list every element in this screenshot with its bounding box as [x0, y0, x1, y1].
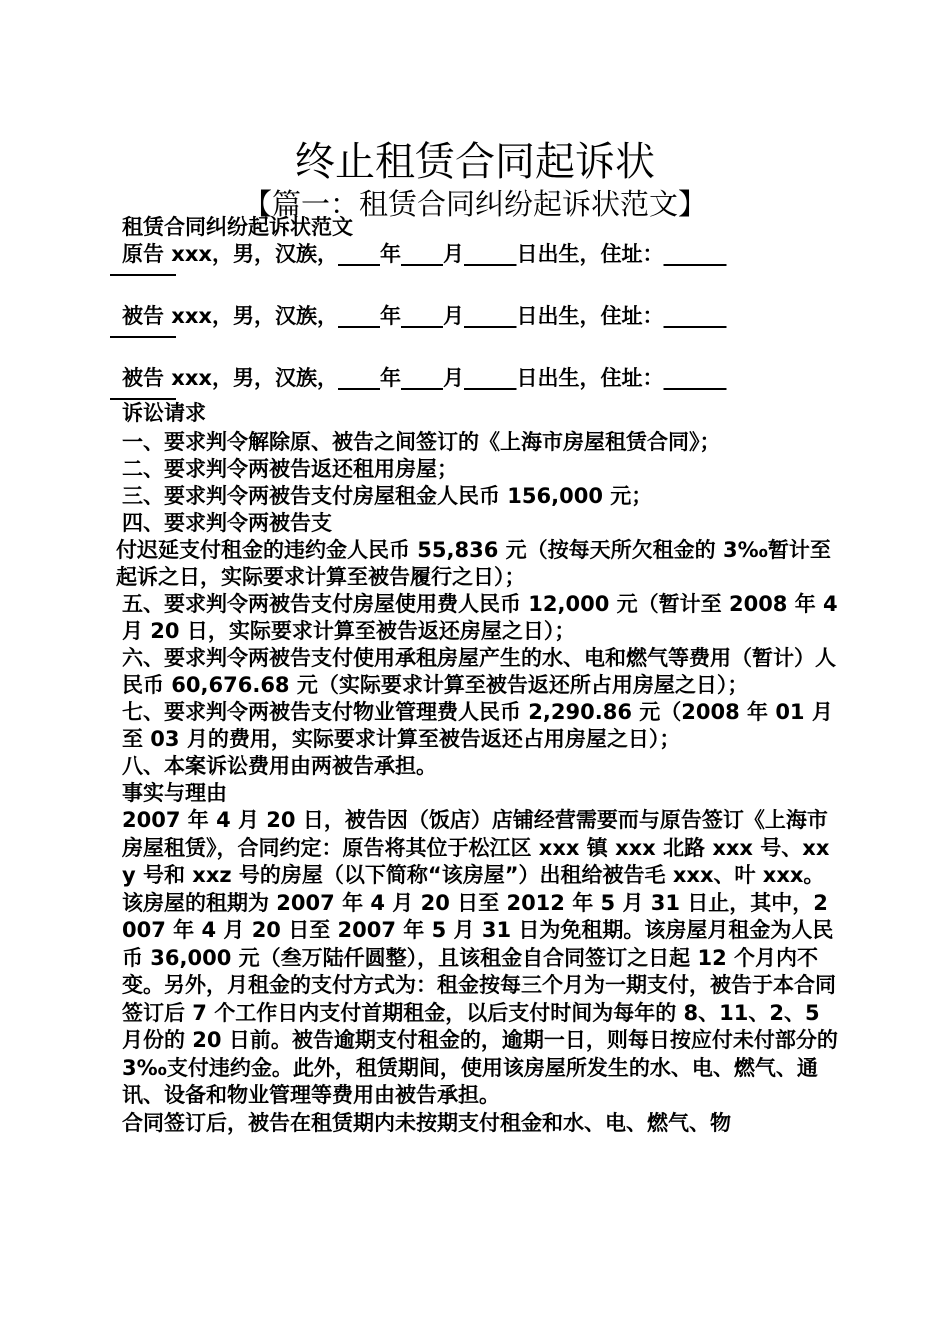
blank-underline	[110, 336, 176, 338]
claim-item: 七、要求判令两被告支付物业管理费人民币 2,290.86 元（2008 年 01 月至 03 月的费用，实际要求计算至被告返还占用房屋之日）；	[122, 700, 833, 751]
claim-item: 三、要求判令两被告支付房屋租金人民币 156,000 元；	[122, 484, 653, 508]
claim-item: 五、要求判令两被告支付房屋使用费人民币 12,000 元（暂计至 2008 年 4 月 20 日，实际要求计算至被告返还房屋之日）；	[122, 592, 845, 643]
facts-heading: 事实与理由	[122, 781, 227, 805]
claim-item: 八、本案诉讼费用由两被告承担。	[122, 754, 437, 778]
facts-paragraph: 合同签订后，被告在租赁期内未按期支付租金和水、电、燃气、物	[122, 1110, 731, 1135]
facts-paragraph: 2007 年 4 月 20 日，被告因（饭店）店铺经营需要而与原告签订《上海市房屋租赁》，合同约定：原告将其位于松江区 xxx 镇 xxx 北路 xxx 号、xxy 号和 xxz 号的房屋（以下简称“该房屋”）出租给被告毛 xxx、叶 xxx。该房屋的租期为 2007 年 4 月 20 日至 2012 年 5 月 31 日止，其中，2007 年 4 月 20 日至 2007 年 5 月 31 日为免租期。该房屋月租金为人民币 36,000 元（叁万陆仟圆整），且该租金自合同签订之日起 12 个月内不变。另外，月租金的支付方式为：租金按每三个月为一期支付，被告于本合同签订后 7 个工作日内支付首期租金，以后支付时间为每年的 8、11、2、5 月份的 20 日前。被告逾期支付租金的，逾期一日，则每日按应付未付部分的 3‰支付违约金。此外，租赁期间，使用该房屋所发生的水、电、燃气、通讯、设备和物业管理等费用由被告承担。	[122, 808, 846, 1107]
claim-item: 一、要求判令解除原、被告之间签订的《上海市房屋租赁合同》；	[122, 430, 721, 454]
claim-item: 付迟延支付租金的违约金人民币 55,836 元（按每天所欠租金的 3‰暂计至起诉之日，实际要求计算至被告履行之日）；	[116, 538, 831, 589]
claims-heading: 诉讼请求	[122, 401, 206, 425]
party-defendant-1: 被告 xxx，男，汉族，____年____月_____日出生，住址：______	[122, 304, 727, 328]
section-title: 租赁合同纠纷起诉状范文	[122, 215, 353, 239]
claim-item: 六、要求判令两被告支付使用承租房屋产生的水、电和燃气等费用（暂计）人民币 60,676.68 元（实际要求计算至被告返还所占用房屋之日）；	[122, 646, 836, 697]
document-title: 终止租赁合同起诉状	[295, 138, 655, 185]
blank-underline	[110, 274, 176, 276]
party-plaintiff: 原告 xxx，男，汉族，____年____月_____日出生，住址：______	[122, 242, 727, 266]
claim-item: 二、要求判令两被告返还租用房屋；	[122, 457, 458, 481]
party-defendant-2: 被告 xxx，男，汉族，____年____月_____日出生，住址：______	[122, 366, 727, 390]
document-subtitle: 【篇一：租赁合同纠纷起诉状范文】	[242, 187, 707, 222]
claim-item: 四、要求判令两被告支	[122, 511, 332, 535]
document-body	[116, 214, 846, 1137]
